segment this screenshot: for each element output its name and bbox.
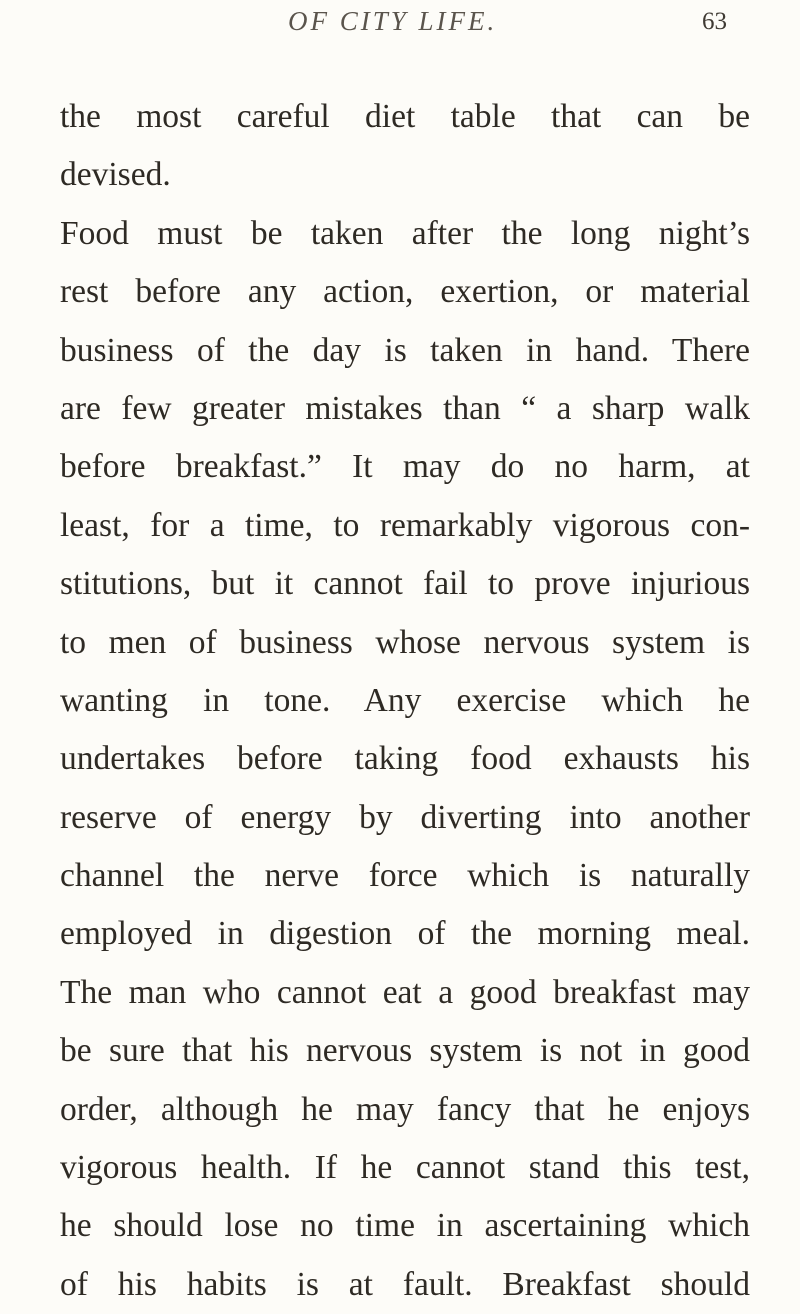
text-line: are few greater mistakes than “ a sharp walk <box>60 389 750 427</box>
text-line: Food must be taken after the long night’s <box>60 214 750 252</box>
text-line: be sure that his nervous system is not in good <box>60 1032 750 1070</box>
text-line: stitutions, but it cannot fail to prove injurious <box>60 565 750 603</box>
text-line: wanting in tone. Any exercise which he <box>60 681 750 719</box>
text-line: devised. <box>60 156 171 194</box>
text-line: channel the nerve force which is naturally <box>60 857 750 895</box>
text-line: to men of business whose nervous system is <box>60 623 750 661</box>
text-line: order, although he may fancy that he enjoys <box>60 1090 750 1128</box>
text-line: The man who cannot eat a good breakfast may <box>60 973 750 1011</box>
text-line: he should lose no time in ascertaining which <box>60 1207 750 1245</box>
text-line: business of the day is taken in hand. There <box>60 331 750 369</box>
running-title: OF CITY LIFE. <box>288 6 498 36</box>
body-text <box>60 88 750 1314</box>
text-line: reserve of energy by diverting into another <box>60 798 750 836</box>
text-line: least, for a time, to remarkably vigorous con- <box>60 506 750 544</box>
text-line: employed in digestion of the morning meal. <box>60 915 750 953</box>
running-head <box>0 6 800 46</box>
text-line: vigorous health. If he cannot stand this test, <box>60 1149 750 1187</box>
text-line: the most careful diet table that can be <box>60 98 750 135</box>
page-number: 63 <box>702 8 727 35</box>
text-line: undertakes before taking food exhausts his <box>60 740 750 778</box>
text-line: rest before any action, exertion, or material <box>60 273 750 311</box>
text-line: of his habits is at fault. Breakfast should <box>60 1265 750 1303</box>
text-line: before breakfast.” It may do no harm, at <box>60 448 750 486</box>
